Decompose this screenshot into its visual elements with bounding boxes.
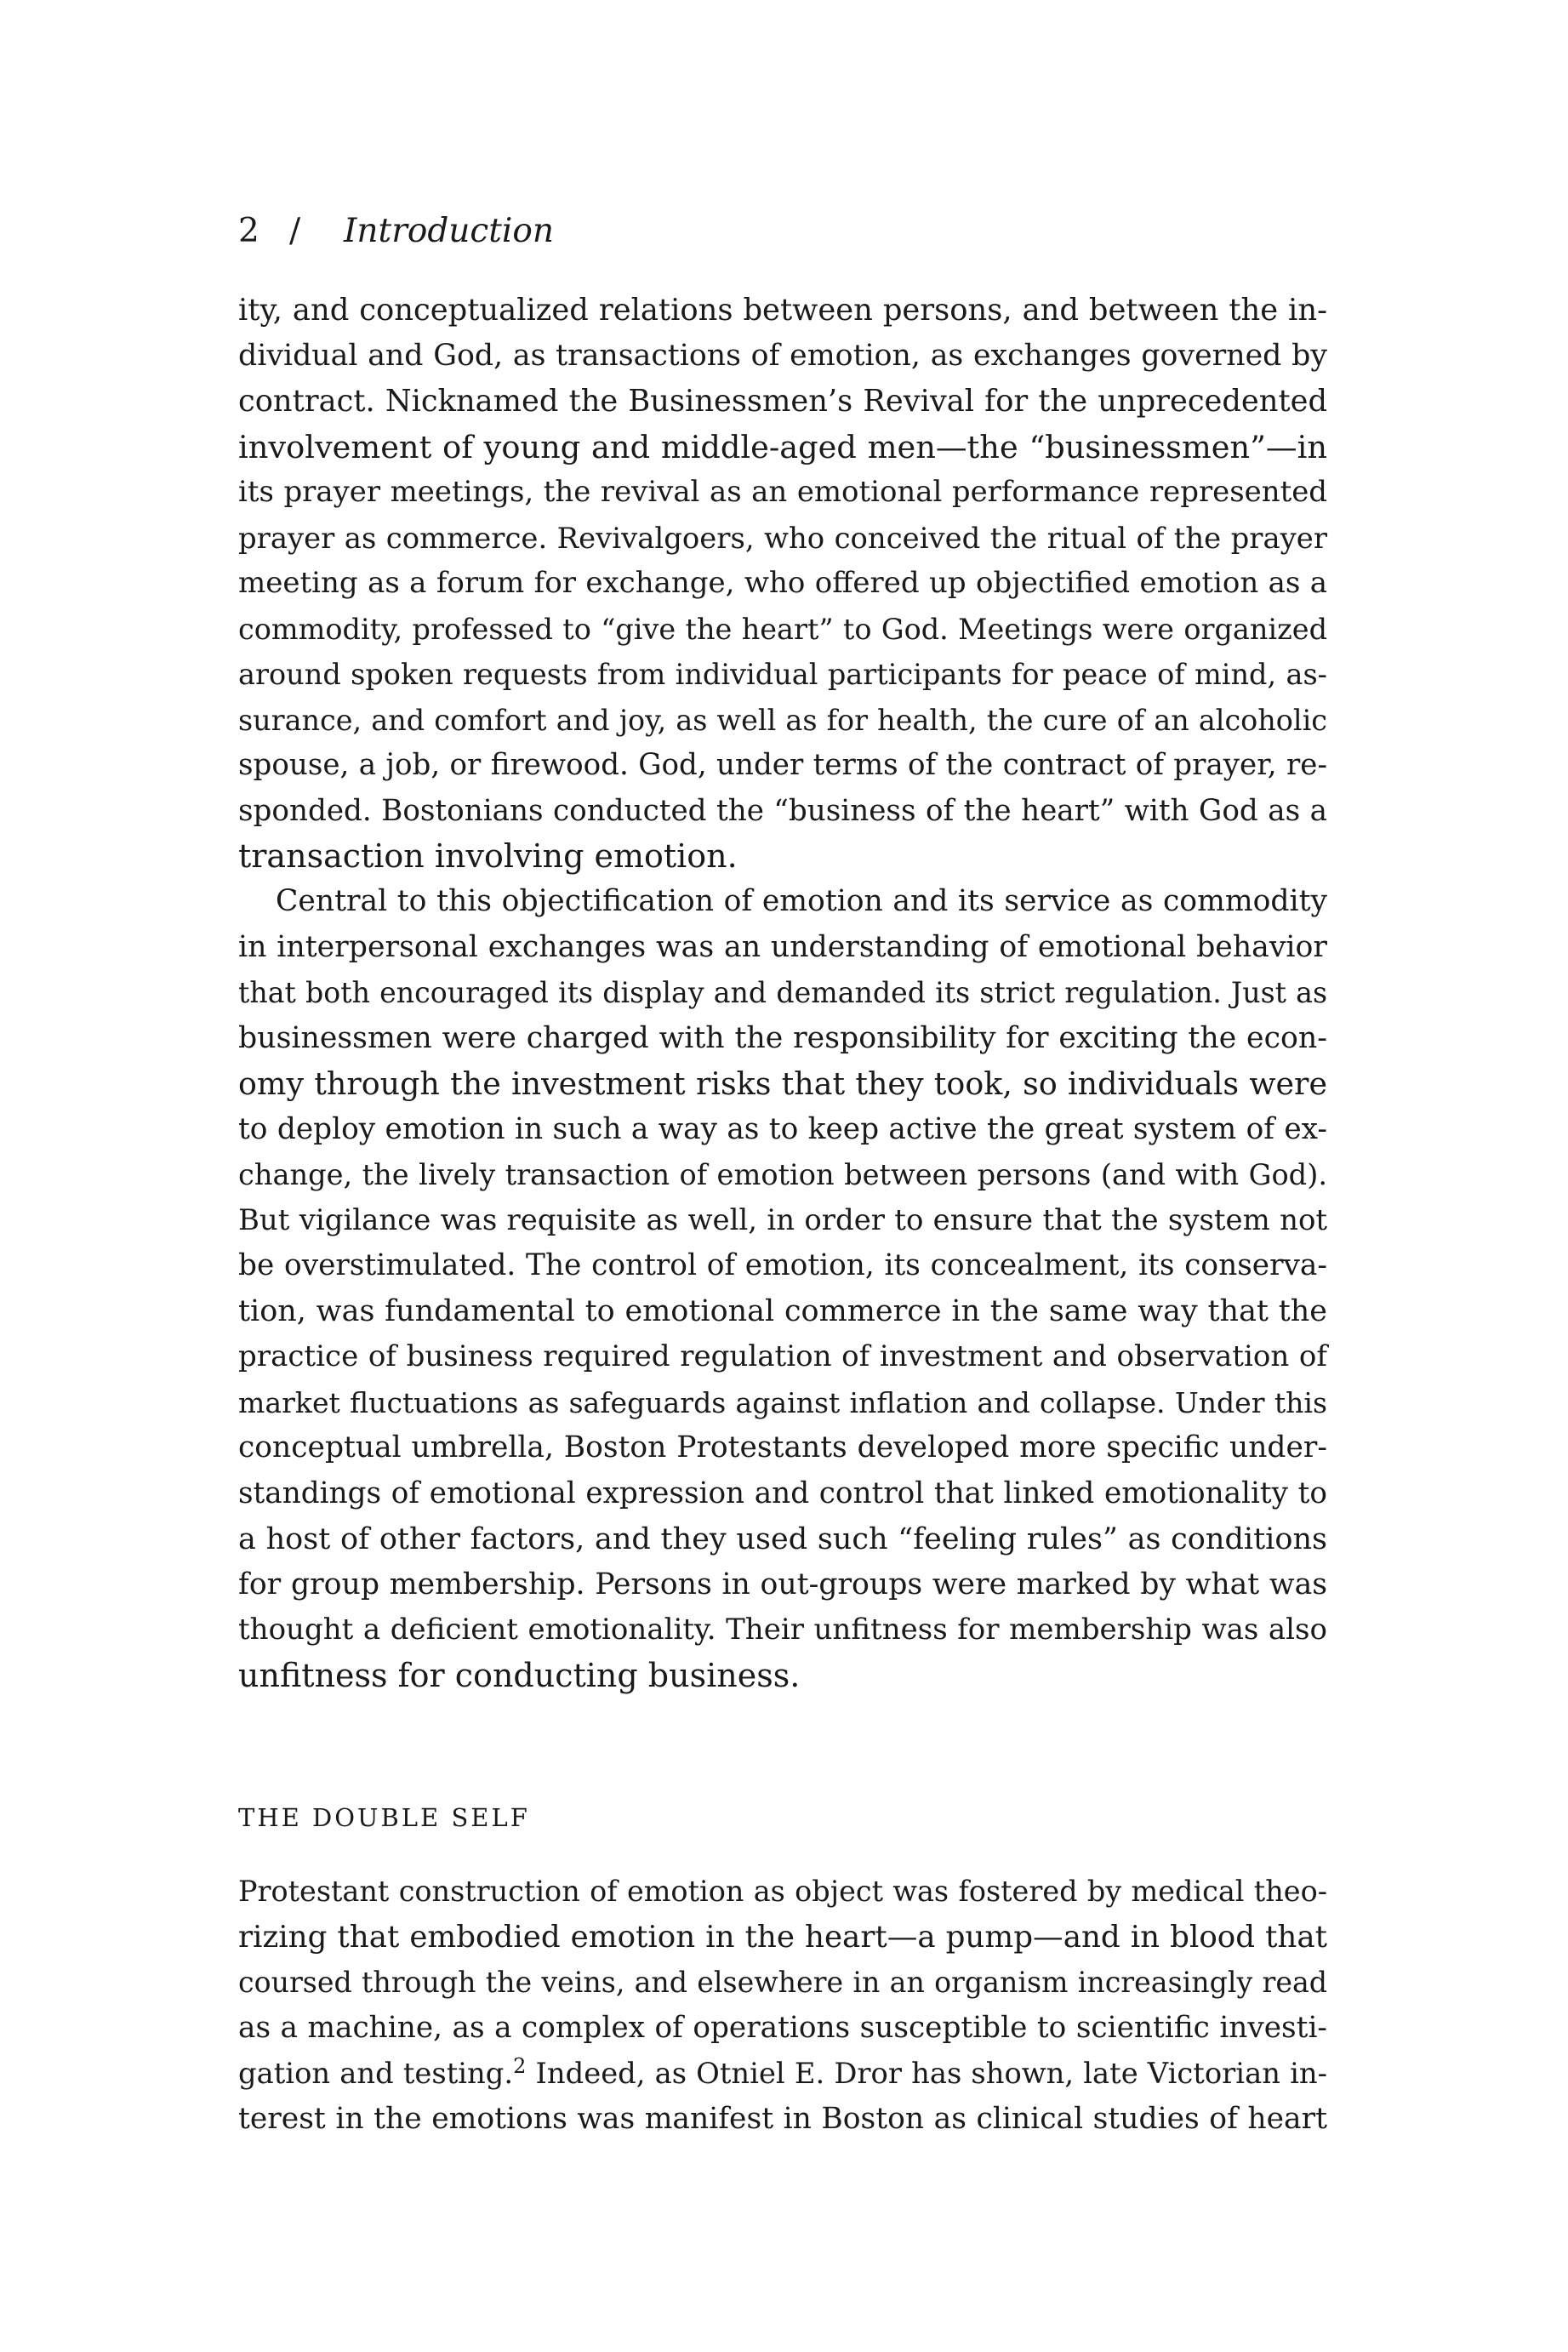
text-line: Protestant construction of emotion as object was fostered by medical theo-: [238, 1875, 1327, 1908]
text-line: tion, was fundamental to emotional commerce in the same way that the: [238, 1293, 1327, 1328]
running-head-separator: /: [289, 212, 301, 250]
text-line: that both encouraged its display and demanded its strict regulation. Just as: [238, 976, 1327, 1009]
text-line: surance, and comfort and joy, as well as for health, the cure of an alcoholic: [238, 703, 1327, 737]
text-line: unfitness for conducting business.: [238, 1656, 801, 1694]
text-line: ity, and conceptualized relations between persons, and between the in-: [238, 293, 1327, 328]
text-line: Central to this objectification of emotion and its service as commodity: [276, 884, 1327, 918]
text-line: spouse, a job, or firewood. God, under terms of the contract of prayer, re-: [238, 748, 1327, 782]
text-line: to deploy emotion in such a way as to keep active the great system of ex-: [238, 1111, 1327, 1146]
text-fragment: gation and testing.: [238, 2057, 514, 2090]
text-line: dividual and God, as transactions of emotion, as exchanges governed by: [238, 338, 1327, 373]
text-line: for group membership. Persons in out-groups were marked by what was: [238, 1567, 1327, 1601]
text-line: conceptual umbrella, Boston Protestants developed more specific under-: [238, 1430, 1327, 1464]
section-paragraph: [238, 1869, 1327, 2142]
text-line: a host of other factors, and they used such “feeling rules” as conditions: [238, 1521, 1327, 1556]
text-line: thought a deficient emotionality. Their unfitness for membership was also: [238, 1613, 1327, 1647]
text-line: change, the lively transaction of emotion between persons (and with God).: [238, 1158, 1327, 1191]
text-line: involvement of young and middle-aged men—the “businessmen”—in: [238, 428, 1327, 465]
text-line: commodity, professed to “give the heart” to God. Meetings were organized: [238, 612, 1327, 646]
page-number: 2: [238, 212, 259, 250]
text-line: around spoken requests from individual participants for peace of mind, as-: [238, 658, 1327, 691]
text-line: [238, 2051, 1327, 2097]
running-head: [238, 209, 554, 254]
text-line: omy through the investment risks that they took, so individuals were: [238, 1065, 1327, 1102]
section-heading: THE DOUBLE SELF: [238, 1803, 530, 1832]
text-line: But vigilance was requisite as well, in order to ensure that the system not: [238, 1203, 1327, 1237]
text-line: practice of business required regulation of investment and observation of: [238, 1339, 1327, 1373]
text-line: its prayer meetings, the revival as an emotional performance represented: [238, 476, 1327, 509]
text-line: market fluctuations as safeguards against inflation and collapse. Under this: [238, 1385, 1327, 1419]
text-line: standings of emotional expression and control that linked emotionality to: [238, 1476, 1327, 1510]
footnote-reference: 2: [513, 2053, 527, 2078]
text-fragment: Indeed, as Otniel E. Dror has shown, late Victorian in-: [526, 2057, 1328, 2090]
text-line: businessmen were charged with the responsibility for exciting the econ-: [238, 1020, 1327, 1055]
text-line: sponded. Bostonians conducted the “business of the heart” with God as a: [238, 793, 1327, 828]
text-line: be overstimulated. The control of emotion, its concealment, its conserva-: [238, 1248, 1327, 1282]
text-line: as a machine, as a complex of operations susceptible to scientific investi-: [238, 2010, 1327, 2045]
paragraph-1: [238, 288, 1327, 880]
running-head-title: Introduction: [344, 212, 554, 250]
text-line: meeting as a forum for exchange, who offered up objectified emotion as a: [238, 566, 1327, 600]
text-line: terest in the emotions was manifest in Boston as clinical studies of heart: [238, 2101, 1327, 2136]
text-line: coursed through the veins, and elsewhere in an organism increasingly read: [238, 1966, 1327, 1999]
text-line: transaction involving emotion.: [238, 837, 738, 875]
text-line: rizing that embodied emotion in the heart—a pump—and in blood that: [238, 1919, 1327, 1955]
paragraph-2: [238, 879, 1327, 1698]
text-line: prayer as commerce. Revivalgoers, who conceived the ritual of the prayer: [238, 521, 1327, 555]
text-line: in interpersonal exchanges was an understanding of emotional behavior: [238, 929, 1327, 964]
text-line: contract. Nicknamed the Businessmen’s Revival for the unprecedented: [238, 384, 1327, 419]
